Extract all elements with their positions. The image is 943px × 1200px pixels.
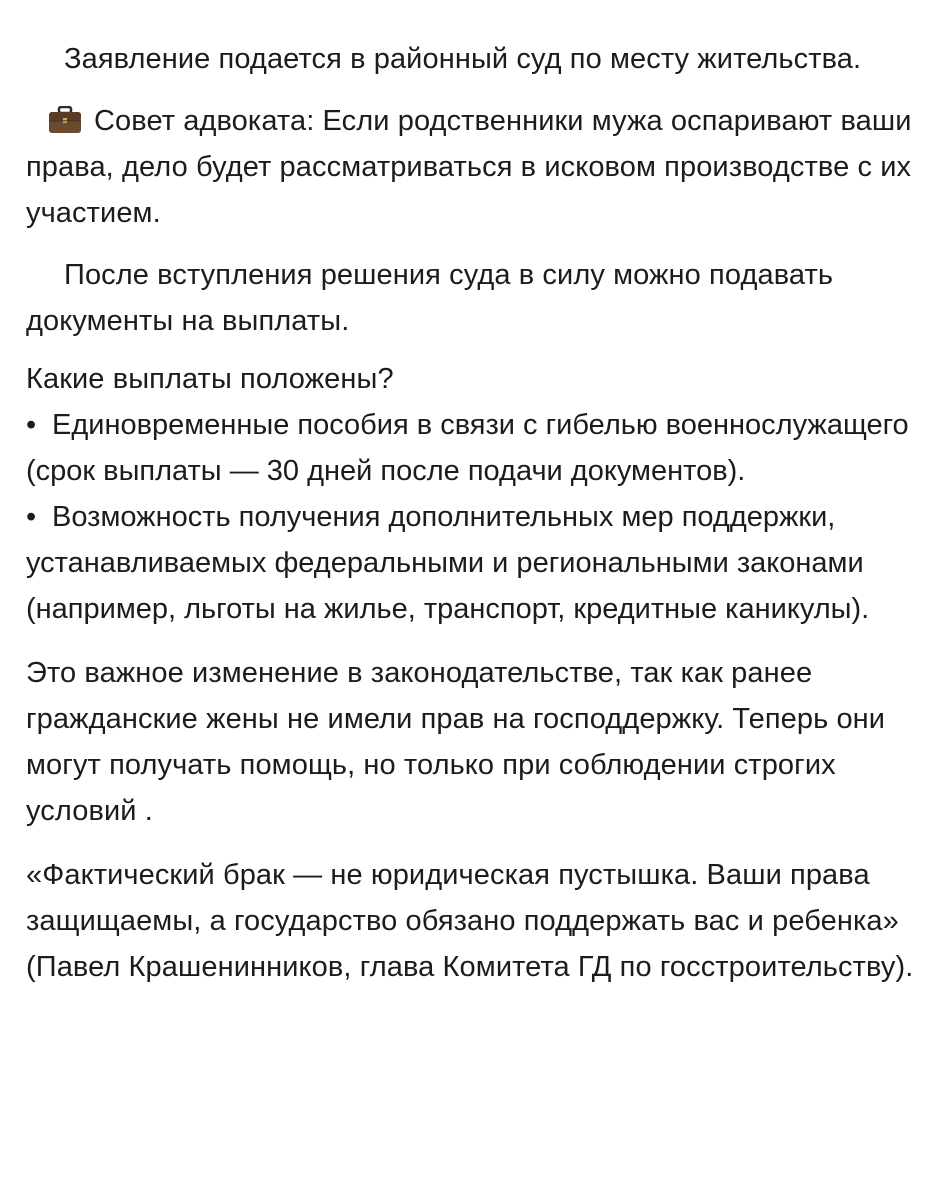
- list-item: [26, 494, 917, 632]
- briefcase-icon: [48, 106, 82, 134]
- lawyer-tip-paragraph: [26, 98, 917, 236]
- bullet-marker: •: [26, 409, 37, 441]
- quote-attribution: (Павел Крашенинников, глава Комитета ГД по госстроительству).: [26, 951, 914, 983]
- paragraph-legislation-change: Это важное изменение в законодательстве, так как ранее гражданские жены не имели прав на господдержку. Теперь они могут получать помощь, но только при соблюдении строгих условий .: [26, 657, 886, 827]
- list-item-text: Возможность получения дополнительных мер поддержки, устанавливаемых федеральными и региональными законами (например, льготы на жилье, транспорт, кредитные каникулы).: [26, 501, 870, 625]
- quote-paragraph: «Фактический брак — не юридическая пустышка. Ваши права защищаемы, а государство обязано поддержать вас и ребенка»: [26, 859, 899, 937]
- payments-question-heading: Какие выплаты положены?: [26, 363, 394, 395]
- list-item-text: Единовременные пособия в связи с гибелью военнослужащего (срок выплаты — 30 дней после подачи документов).: [26, 409, 909, 487]
- paragraph-after-decision: После вступления решения суда в силу можно подавать документы на выплаты.: [26, 259, 834, 337]
- paragraph-court-filing: Заявление подается в районный суд по месту жительства.: [64, 43, 862, 75]
- list-item: [26, 402, 917, 494]
- payments-list: [26, 402, 917, 632]
- bullet-marker: •: [26, 501, 37, 533]
- lawyer-tip-text: Совет адвоката: Если родственники мужа оспаривают ваши права, дело будет рассматриваться в исковом производстве с их участием.: [26, 105, 912, 229]
